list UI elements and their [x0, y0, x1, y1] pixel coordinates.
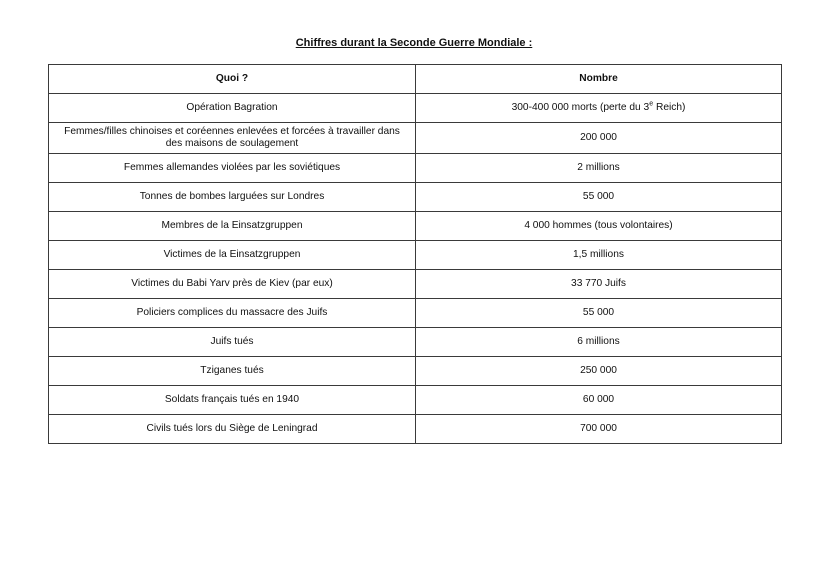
table-row: [49, 154, 782, 183]
cell-quoi: Civils tués lors du Siège de Leningrad: [49, 415, 416, 444]
cell-quoi: Victimes de la Einsatzgruppen: [49, 241, 416, 270]
cell-nombre: 250 000: [416, 357, 782, 386]
cell-nombre: 200 000: [416, 123, 782, 154]
cell-quoi: Soldats français tués en 1940: [49, 386, 416, 415]
cell-nombre: 4 000 hommes (tous volontaires): [416, 212, 782, 241]
column-header-nombre: Nombre: [416, 65, 782, 94]
cell-nombre: 700 000: [416, 415, 782, 444]
cell-quoi: Opération Bagration: [49, 94, 416, 123]
table-row: [49, 328, 782, 357]
cell-nombre: 6 millions: [416, 328, 782, 357]
table-row: [49, 212, 782, 241]
table-row: [49, 241, 782, 270]
statistics-table: [48, 64, 782, 444]
table-row: [49, 386, 782, 415]
cell-quoi: Victimes du Babi Yarv près de Kiev (par eux): [49, 270, 416, 299]
superscript-e: e: [649, 100, 654, 108]
table-row: [49, 415, 782, 444]
table-row: [49, 94, 782, 123]
cell-quoi: Policiers complices du massacre des Juifs: [49, 299, 416, 328]
cell-quoi: Membres de la Einsatzgruppen: [49, 212, 416, 241]
cell-nombre: [416, 94, 782, 123]
table-header-row: [49, 65, 782, 94]
cell-nombre: 55 000: [416, 299, 782, 328]
cell-quoi: Femmes/filles chinoises et coréennes enlevées et forcées à travailler dans des maisons de soulagement: [49, 123, 416, 154]
cell-quoi: Juifs tués: [49, 328, 416, 357]
table-row: [49, 123, 782, 154]
cell-nombre: 33 770 Juifs: [416, 270, 782, 299]
column-header-quoi: Quoi ?: [49, 65, 416, 94]
cell-nombre: 55 000: [416, 183, 782, 212]
cell-nombre: 60 000: [416, 386, 782, 415]
cell-quoi: Tonnes de bombes larguées sur Londres: [49, 183, 416, 212]
cell-quoi: Tziganes tués: [49, 357, 416, 386]
cell-nombre: 1,5 millions: [416, 241, 782, 270]
table-row: [49, 183, 782, 212]
cell-quoi: Femmes allemandes violées par les soviétiques: [49, 154, 416, 183]
table-row: [49, 270, 782, 299]
table-row: [49, 357, 782, 386]
cell-nombre: 2 millions: [416, 154, 782, 183]
cell-nombre-text: 300-400 000 morts (perte du 3: [511, 102, 650, 113]
table-row: [49, 299, 782, 328]
document-title: Chiffres durant la Seconde Guerre Mondiale :: [295, 37, 533, 49]
cell-nombre-text-end: Reich): [653, 102, 686, 113]
